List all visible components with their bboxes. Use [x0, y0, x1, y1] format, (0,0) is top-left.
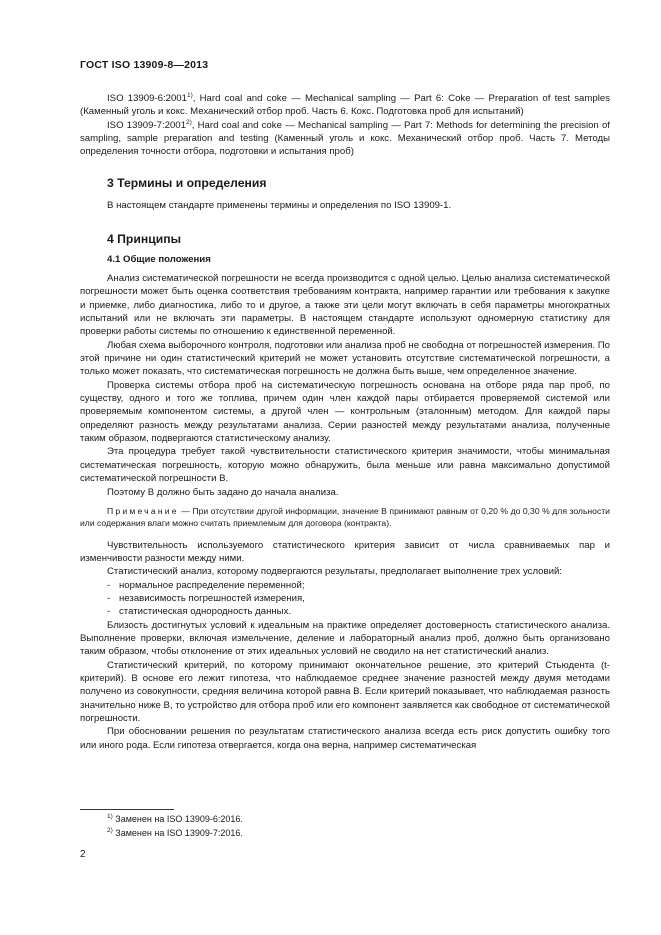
- paragraph: Анализ систематической погрешности не всегда производится с одной целью. Целью анализа систематической погрешности может быть оценка соответствия требованиям контракта, например гарантии или требования к закупке и приемке, либо диагностика, либо то и другое, а также эти цели могут включать в себя параметры многократных испытаний или не включать эти параметры. В настоящем стандарте используют одномерную статистику для проверки работы системы по отношению к единственной переменной.: [80, 273, 610, 338]
- reference-item: ISO 13909-6:2001$^{1)}$, Hard coal and coke — Mechanical sampling — Part 6: Coke — Preparation of test samples (Каменный уголь и кокс. Механический отбор проб. Часть 6. Кокс. Подготовка проб для испытаний): [80, 91, 610, 118]
- footnote-item: $^{2)}$ Заменен на ISO 13909-7:2016.: [107, 826, 243, 838]
- subsection-4-1-heading: 4.1 Общие положения: [107, 254, 211, 265]
- references-block: [80, 92, 610, 159]
- page-number: 2: [80, 849, 86, 860]
- paragraph: При обосновании решения по результатам статистического анализа всегда есть риск допустить ошибку того или иного рода. Если гипотеза отвергается, когда она верна, например систематическая: [80, 726, 610, 751]
- note: [80, 505, 610, 530]
- footnote-item: $^{1)}$ Заменен на ISO 13909-6:2016.: [107, 813, 243, 824]
- list-item: - нормальное распределение переменной;: [107, 579, 305, 591]
- paragraph: Любая схема выборочного контроля, подготовки или анализа проб не свободна от погрешностей измерения. По этой причине ни один статистический критерий не может установить отсутствие систематической погрешности, а только может показать, что систематическая погрешность не должна быть выше, чем определенное значение.: [80, 339, 610, 378]
- paragraph: Чувствительность используемого статистического критерия зависит от числа сравниваемых пар и изменчивости разности между ними.: [80, 539, 610, 564]
- footnote-separator: [80, 809, 174, 810]
- list-item: - статистическая однородность данных.: [107, 606, 292, 618]
- conditions-list: [80, 579, 610, 619]
- section-4-heading: 4 Принципы: [107, 232, 181, 246]
- paragraph: Поэтому B должно быть задано до начала анализа.: [107, 486, 339, 498]
- note-text: — При отсутствии другой информации, значение B принимают равным от 0,20 % до 0,30 % для зольности или содержания влаги можно считать приемлемым для договора (контракта).: [80, 505, 610, 529]
- paragraph: Проверка системы отбора проб на систематическую погрешность основана на отборе ряда пар проб, по существу, одного и того же топлива, причем один член каждой пары отбирается проверяемой системой или проверяемым компонентом системы, а другой член — контрольным (эталонным) методом. Для каждой пары определяют разность между результатами анализа. Серии разностей между результатами анализа, полученные таким образом, подвергаются статистическому анализу.: [80, 379, 610, 445]
- section-4-body: [80, 272, 610, 752]
- paragraph: В настоящем стандарте применены термины и определения по ISO 13909-1.: [107, 200, 452, 211]
- note-label: Примечание: [107, 505, 179, 516]
- section-3-body: [80, 199, 610, 212]
- footnotes: [80, 813, 610, 840]
- document-page: [80, 0, 610, 935]
- document-header: ГОСТ ISO 13909-8—2013: [80, 59, 209, 71]
- section-3-heading: 3 Термины и определения: [107, 176, 267, 190]
- paragraph: Эта процедура требует такой чувствительности статистического критерия значимости, чтобы минимальная систематическая погрешность, которую можно обнаружить, была меньше или равна максимально допустимой систематической погрешности B.: [80, 446, 610, 485]
- paragraph: Статистический критерий, по которому принимают окончательное решение, это критерий Стьюдента (t-критерий). В основе его лежит гипотеза, что наблюдаемое среднее значение разностей между двумя методами получено из совокупности, средняя величина которой равна B. Если критерий показывает, что наблюдаемая разность значительно ниже B, то устройство для отбора проб или его компонент заявляется как свободное от систематической погрешности.: [80, 659, 610, 725]
- paragraph: Статистический анализ, которому подвергаются результаты, предполагает выполнение трех условий:: [107, 566, 562, 578]
- paragraph: Близость достигнутых условий к идеальным на практике определяет достоверность статистического анализа. Выполнение проверки, включая измельчение, деление и лабораторный анализ проб, должно быть организовано таким образом, чтобы отклонение от этих идеальных условий не сводило на нет статистический анализ.: [80, 619, 610, 658]
- reference-item: ISO 13909-7:2001$^{2)}$, Hard coal and coke — Mechanical sampling — Part 7: Methods for determining the precision of sampling, sample preparation and testing (Каменный уголь и кокс. Механический отбор проб. Часть 7. Методы определения точности отбора, подготовки и испытания проб): [80, 118, 610, 158]
- list-item: - независимость погрешностей измерения,: [107, 593, 305, 605]
